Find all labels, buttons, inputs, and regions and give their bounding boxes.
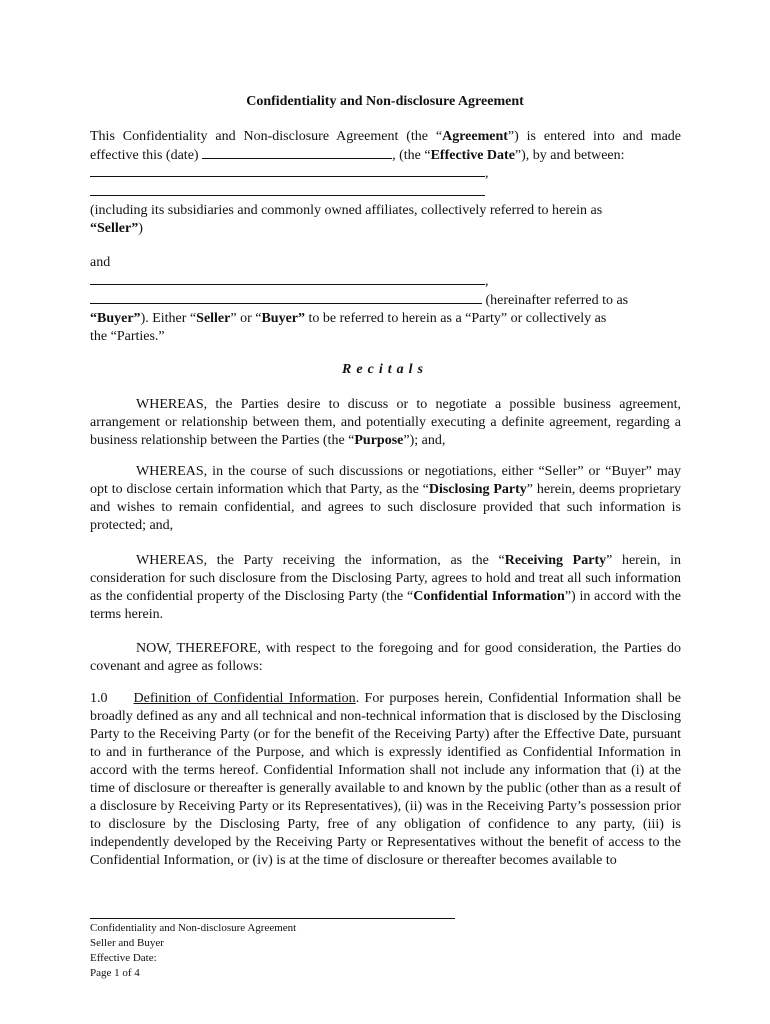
party-2-block <box>90 272 681 346</box>
close-paren: ) <box>138 221 143 236</box>
footer-effective-date: Effective Date: <box>90 952 157 964</box>
paragraph-text: ”) in accord with the terms herein. <box>90 589 682 622</box>
receiving-party-term: Receiving Party <box>504 553 607 568</box>
party-2-description-2: the “Parties.” <box>90 329 165 344</box>
agreement-term: Agreement <box>442 129 508 144</box>
whereas-paragraph-3 <box>90 552 681 624</box>
paragraph-text: ”); and, <box>403 433 446 448</box>
footer-title: Confidentiality and Non-disclosure Agreement <box>90 922 297 934</box>
page-footer <box>90 918 455 981</box>
blank-line <box>90 291 482 304</box>
party-1-description <box>90 202 681 220</box>
seller-term: Seller <box>196 311 231 326</box>
whereas-paragraph-2 <box>90 463 681 535</box>
party-2-text: to be referred to herein as a “Party” or collectively as <box>305 311 607 326</box>
intro-text: This Confidentiality and Non-disclosure Agreement (the “ <box>90 129 443 144</box>
blank-line <box>90 272 485 285</box>
party-2-address-line <box>90 291 681 310</box>
recitals-heading: Recitals <box>342 362 428 377</box>
effective-date-term: Effective Date <box>430 148 515 163</box>
intro-line-1 <box>90 128 681 146</box>
paragraph-text: WHEREAS, in the course of such discussions or negotiations, either “Seller” or “Buyer” may opt to disclose certain information which that Party, as the “ <box>90 464 681 497</box>
section-heading: Definition of Confidential Information <box>133 691 356 706</box>
section-text: . For purposes herein, Confidential Information shall be broadly defined as any and all technical and non-technical information that is disclosed by the Disclosing Party to the Receiving Party (or for the benefit of the Receiving Party) after the Effective Date, pursuant to and in furtherance of the Purpose, and which is expressly identified as Confidential Information in accord with the terms hereof. Confidential Information shall not include any information that (i) at the time of disclosure or thereafter is generally available to and known by the public (other than as a result of a disclosure by Receiving Party or its Representatives), (ii) was in the Receiving Party’s possession prior to disclosure by the Disclosing Party, free of any obligation of confidence to any party, (iii) is independently developed by the Receiving Party or Representatives without the benefit of access to the Confidential Information, or (iv) is at the time of disclosure or thereafter becomes available to <box>90 691 682 868</box>
whereas-paragraph-1 <box>90 396 681 450</box>
blank-line <box>90 183 485 196</box>
intro-text: , (the “ <box>392 148 431 163</box>
intro-text: ”) is entered into and made <box>507 129 682 144</box>
party-2-name-line <box>90 272 681 291</box>
document-title: Confidentiality and Non-disclosure Agreement <box>246 94 524 109</box>
party-2-text: ). Either “ <box>140 311 197 326</box>
intro-line-2 <box>90 146 681 165</box>
now-therefore-paragraph: NOW, THEREFORE, with respect to the foregoing and for good consideration, the Parties do covenant and agree as follows: <box>90 641 681 674</box>
intro-text: effective this (date) <box>90 148 199 163</box>
paragraph-text: ” herein, in consideration for such disclosure from the Disclosing Party, agrees to hold and treat all such information as the confidential property of the Disclosing Party (the “ <box>90 553 681 604</box>
purpose-term: Purpose <box>354 433 404 448</box>
comma: , <box>485 166 489 181</box>
disclosing-party-term: Disclosing Party <box>428 482 527 497</box>
comma: , <box>485 274 489 289</box>
buyer-term: “Buyer” <box>90 311 141 326</box>
party-2-text: ” or “ <box>230 311 262 326</box>
paragraph-text: ” herein, deems proprietary and wishes to remain confidential, and agrees to such disclosure provided that such information is protected; and, <box>90 482 681 533</box>
section-number: 1.0 <box>90 691 108 706</box>
buyer-term: Buyer” <box>261 311 306 326</box>
date-blank-line <box>202 146 392 159</box>
confidential-information-term: Confidential Information <box>413 589 565 604</box>
blank-line <box>90 164 485 177</box>
intro-paragraph <box>90 128 681 165</box>
intro-text: ”), by and between: <box>514 148 625 163</box>
party-2-description <box>90 310 681 328</box>
party-1-description-2 <box>90 220 681 238</box>
and-text: and <box>90 255 111 270</box>
footer-parties: Seller and Buyer <box>90 937 164 949</box>
party-1-block <box>90 164 681 238</box>
party-2-text: (hereinafter referred to as <box>485 293 629 308</box>
paragraph-text: WHEREAS, the Party receiving the information, as the “ <box>136 553 505 568</box>
party-1-name-line <box>90 164 681 183</box>
party-1-text: (including its subsidiaries and commonly owned affiliates, collectively referred to herein as <box>90 203 603 218</box>
section-1-paragraph <box>90 690 681 870</box>
seller-term: “Seller” <box>90 221 139 236</box>
party-1-address-line <box>90 183 681 202</box>
paragraph-text: WHEREAS, the Parties desire to discuss or to negotiate a possible business agreement, arrangement or relationship between them, and potentially executing a definite agreement, regarding a business relationship between the Parties (the “ <box>90 397 681 448</box>
footer-page-number: Page 1 of 4 <box>90 967 140 979</box>
